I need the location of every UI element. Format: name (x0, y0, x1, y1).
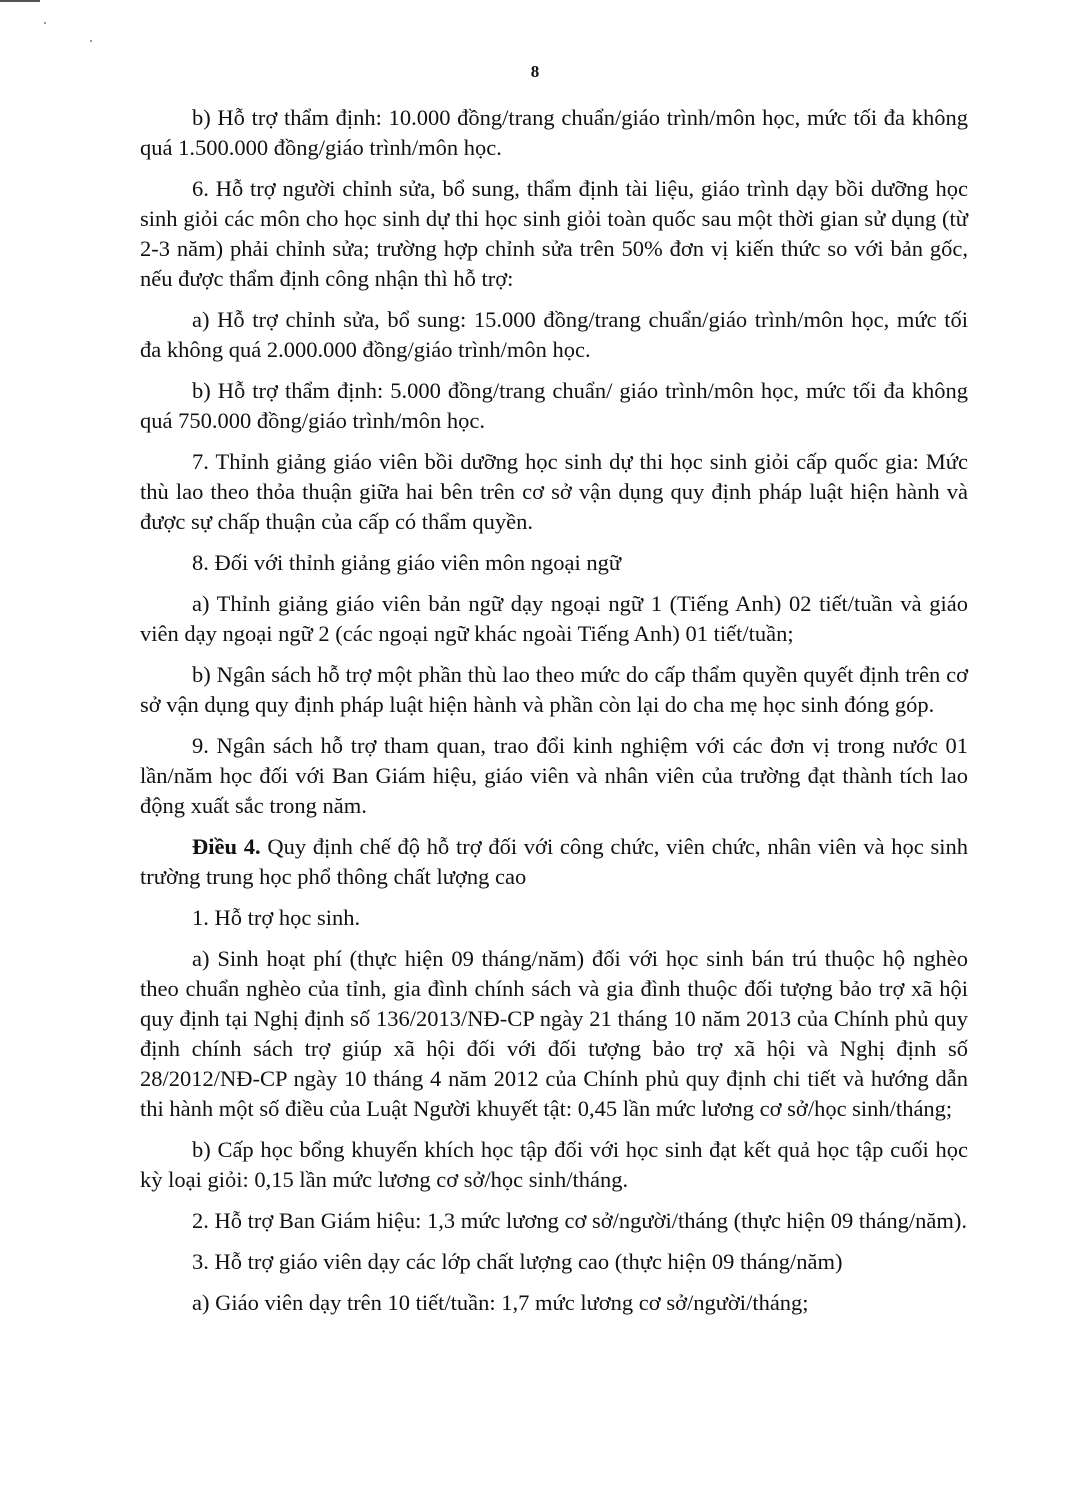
paragraph: a) Thỉnh giảng giáo viên bản ngữ dạy ngoại ngữ 1 (Tiếng Anh) 02 tiết/tuần và giáo viên dạy ngoại ngữ 2 (các ngoại ngữ khác ngoài Tiếng Anh) 01 tiết/tuần; (140, 591, 968, 646)
article-label: Điều 4. (192, 834, 261, 859)
article-heading (140, 832, 968, 892)
paragraph: b) Hỗ trợ thẩm định: 10.000 đồng/trang chuẩn/giáo trình/môn học, mức tối đa không quá 1.500.000 đồng/giáo trình/môn học. (140, 105, 968, 160)
scan-speck (90, 40, 92, 42)
paragraph: b) Cấp học bổng khuyến khích học tập đối với học sinh đạt kết quả học tập cuối học kỳ loại giỏi: 0,15 lần mức lương cơ sở/học sinh/tháng. (140, 1137, 968, 1192)
scan-speck (44, 22, 46, 24)
page-number: 8 (530, 62, 540, 81)
paragraph: a) Sinh hoạt phí (thực hiện 09 tháng/năm) đối với học sinh bán trú thuộc hộ nghèo theo chuẩn nghèo của tỉnh, gia đình chính sách và gia đình thuộc đối tượng bảo trợ xã hội quy định tại Nghị định số 136/2013/NĐ-CP ngày 21 tháng 10 năm 2013 của Chính phủ quy định chính sách trợ giúp xã hội đối với đối tượng bảo trợ xã hội và Nghị định số 28/2012/NĐ-CP ngày 10 tháng 4 năm 2012 của Chính phủ quy định chi tiết và hướng dẫn thi hành một số điều của Luật Người khuyết tật: 0,45 lần mức lương cơ sở/học sinh/tháng; (140, 946, 968, 1121)
paragraph: 9. Ngân sách hỗ trợ tham quan, trao đổi kinh nghiệm với các đơn vị trong nước 01 lần/năm học đối với Ban Giám hiệu, giáo viên và nhân viên của trường đạt thành tích lao động xuất sắc trong năm. (140, 733, 968, 818)
paragraph: b) Hỗ trợ thẩm định: 5.000 đồng/trang chuẩn/ giáo trình/môn học, mức tối đa không quá 750.000 đồng/giáo trình/môn học. (140, 378, 968, 433)
paragraph: 2. Hỗ trợ Ban Giám hiệu: 1,3 mức lương cơ sở/người/tháng (thực hiện 09 tháng/năm). (192, 1208, 968, 1233)
paragraph: a) Hỗ trợ chỉnh sửa, bổ sung: 15.000 đồng/trang chuẩn/giáo trình/môn học, mức tối đa không quá 2.000.000 đồng/giáo trình/môn học. (140, 307, 968, 362)
paragraph: a) Giáo viên dạy trên 10 tiết/tuần: 1,7 mức lương cơ sở/người/tháng; (192, 1290, 809, 1315)
paragraph: b) Ngân sách hỗ trợ một phần thù lao theo mức do cấp thẩm quyền quyết định trên cơ sở vận dụng quy định pháp luật hiện hành và phần còn lại do cha mẹ học sinh đóng góp. (140, 662, 968, 717)
paragraph: 3. Hỗ trợ giáo viên dạy các lớp chất lượng cao (thực hiện 09 tháng/năm) (192, 1249, 843, 1274)
paragraph: 6. Hỗ trợ người chỉnh sửa, bổ sung, thẩm định tài liệu, giáo trình dạy bồi dưỡng học sinh giỏi các môn cho học sinh dự thi học sinh giỏi toàn quốc sau một thời gian sử dụng (từ 2-3 năm) phải chỉnh sửa; trường hợp chỉnh sửa trên 50% đơn vị kiến thức so với bản gốc, nếu được thẩm định công nhận thì hỗ trợ: (140, 176, 968, 291)
article-title: Quy định chế độ hỗ trợ đối với công chức, viên chức, nhân viên và học sinh trường trung học phổ thông chất lượng cao (140, 834, 969, 889)
paragraph: 1. Hỗ trợ học sinh. (192, 905, 361, 930)
paragraph: 7. Thỉnh giảng giáo viên bồi dưỡng học sinh dự thi học sinh giỏi cấp quốc gia: Mức thù lao theo thỏa thuận giữa hai bên trên cơ sở vận dụng quy định pháp luật hiện hành và được sự chấp thuận của cấp có thẩm quyền. (140, 449, 968, 534)
scan-corner-mark (0, 0, 40, 2)
paragraph: 8. Đối với thỉnh giảng giáo viên môn ngoại ngữ (192, 550, 622, 575)
document-body (140, 103, 968, 1329)
